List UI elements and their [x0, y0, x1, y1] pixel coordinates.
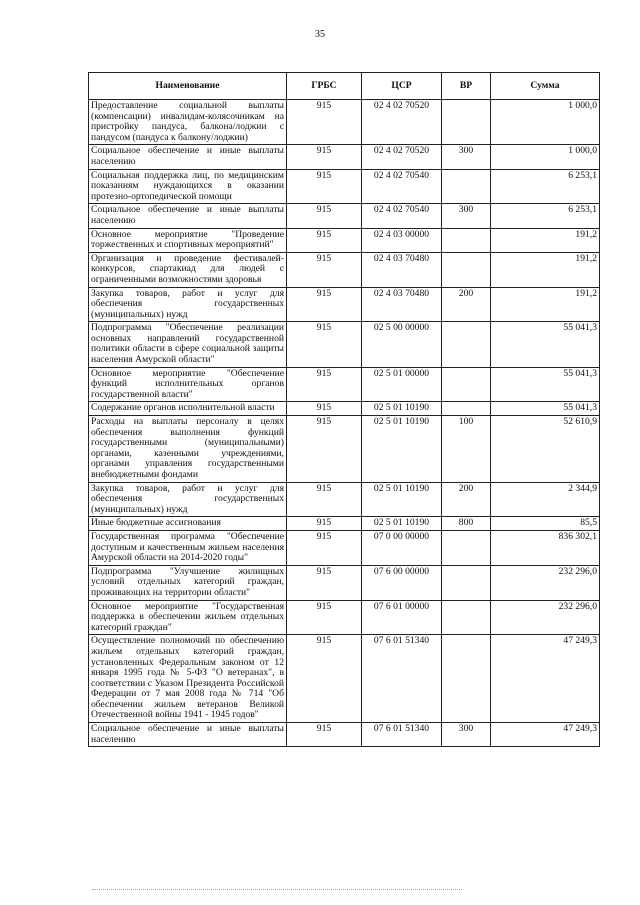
row-name-cell: Организация и проведение фестивалей-конкурсов, спартакиад для людей с ограниченными возможностями здоровья [89, 252, 287, 287]
row-name-cell: Иные бюджетные ассигнования [89, 517, 287, 531]
table-row [89, 565, 600, 600]
row-sum-cell: 55 041,3 [491, 367, 600, 402]
table-row [89, 252, 600, 287]
row-name-cell: Предоставление социальной выплаты (компенсации) инвалидам-колясочникам на пристройку пандуса, балкона/лоджии с пандусом (пандуса к балкону/лоджии) [89, 100, 287, 145]
row-grbs-cell: 915 [287, 322, 362, 367]
row-vr-cell [442, 635, 491, 723]
row-vr-cell [442, 169, 491, 204]
row-vr-cell: 300 [442, 145, 491, 169]
row-grbs-cell: 915 [287, 100, 362, 145]
row-grbs-cell: 915 [287, 416, 362, 483]
row-grbs-cell: 915 [287, 723, 362, 747]
row-sum-cell: 232 296,0 [491, 600, 600, 635]
row-grbs-cell: 915 [287, 169, 362, 204]
table-row [89, 530, 600, 565]
page-number: 35 [315, 29, 325, 40]
row-grbs-cell: 915 [287, 252, 362, 287]
row-csr-cell: 07 6 01 00000 [362, 600, 442, 635]
table-row [89, 100, 600, 145]
row-grbs-cell: 915 [287, 600, 362, 635]
row-csr-cell: 02 5 01 00000 [362, 367, 442, 402]
row-sum-cell: 836 302,1 [491, 530, 600, 565]
row-csr-cell: 02 4 03 70480 [362, 252, 442, 287]
header-name: Наименование [89, 73, 287, 100]
row-grbs-cell: 915 [287, 204, 362, 228]
row-vr-cell: 100 [442, 416, 491, 483]
row-sum-cell: 55 041,3 [491, 322, 600, 367]
row-vr-cell [442, 228, 491, 252]
table-row [89, 204, 600, 228]
row-csr-cell: 07 6 01 51340 [362, 635, 442, 723]
row-name-cell: Основное мероприятие "Государственная поддержка в обеспечении жильем отдельных категорий граждан" [89, 600, 287, 635]
row-vr-cell [442, 402, 491, 416]
row-name-cell: Социальное обеспечение и иные выплаты населению [89, 204, 287, 228]
row-csr-cell: 07 6 01 51340 [362, 723, 442, 747]
row-csr-cell: 07 6 00 00000 [362, 565, 442, 600]
table-row [89, 635, 600, 723]
row-sum-cell: 1 000,0 [491, 100, 600, 145]
row-sum-cell: 1 000,0 [491, 145, 600, 169]
row-csr-cell: 02 4 02 70520 [362, 100, 442, 145]
header-grbs: ГРБС [287, 73, 362, 100]
table-row [89, 416, 600, 483]
table-header-row [89, 73, 600, 100]
row-grbs-cell: 915 [287, 228, 362, 252]
table-row [89, 145, 600, 169]
row-grbs-cell: 915 [287, 635, 362, 723]
row-name-cell: Расходы на выплаты персоналу в целях обеспечения выполнения функций государственными (муниципальными) органами, казенными учреждениями, органами управления государственными внебюджетными фондами [89, 416, 287, 483]
row-grbs-cell: 915 [287, 287, 362, 322]
table-row [89, 723, 600, 747]
row-vr-cell [442, 367, 491, 402]
row-vr-cell: 300 [442, 204, 491, 228]
row-csr-cell: 02 4 02 70540 [362, 204, 442, 228]
row-sum-cell: 191,2 [491, 228, 600, 252]
header-csr: ЦСР [362, 73, 442, 100]
budget-table [88, 72, 600, 747]
row-vr-cell: 800 [442, 517, 491, 531]
row-name-cell: Социальная поддержка лиц, по медицинским показаниям нуждающихся в оказании протезно-ортопедической помощи [89, 169, 287, 204]
table-row [89, 228, 600, 252]
row-name-cell: Закупка товаров, работ и услуг для обеспечения государственных (муниципальных) нужд [89, 482, 287, 517]
row-name-cell: Государственная программа "Обеспечение доступным и качественным жильем населения Амурской области на 2014-2020 годы" [89, 530, 287, 565]
row-sum-cell: 191,2 [491, 287, 600, 322]
row-csr-cell: 02 5 01 10190 [362, 402, 442, 416]
row-sum-cell: 232 296,0 [491, 565, 600, 600]
row-vr-cell [442, 600, 491, 635]
row-sum-cell: 55 041,3 [491, 402, 600, 416]
row-csr-cell: 02 5 01 10190 [362, 482, 442, 517]
table-row [89, 600, 600, 635]
row-vr-cell [442, 530, 491, 565]
row-grbs-cell: 915 [287, 482, 362, 517]
row-grbs-cell: 915 [287, 402, 362, 416]
row-csr-cell: 02 4 03 00000 [362, 228, 442, 252]
table-row [89, 169, 600, 204]
row-vr-cell: 200 [442, 287, 491, 322]
header-sum: Сумма [491, 73, 600, 100]
row-csr-cell: 02 4 02 70540 [362, 169, 442, 204]
row-vr-cell [442, 252, 491, 287]
row-csr-cell: 02 5 01 10190 [362, 416, 442, 483]
table-body [89, 100, 600, 747]
row-grbs-cell: 915 [287, 145, 362, 169]
row-sum-cell: 47 249,3 [491, 635, 600, 723]
row-sum-cell: 47 249,3 [491, 723, 600, 747]
row-sum-cell: 191,2 [491, 252, 600, 287]
table-row [89, 367, 600, 402]
row-csr-cell: 02 4 03 70480 [362, 287, 442, 322]
table-row [89, 287, 600, 322]
row-sum-cell: 2 344,9 [491, 482, 600, 517]
row-name-cell: Закупка товаров, работ и услуг для обеспечения государственных (муниципальных) нужд [89, 287, 287, 322]
row-vr-cell: 300 [442, 723, 491, 747]
table-row [89, 322, 600, 367]
row-sum-cell: 6 253,1 [491, 204, 600, 228]
row-csr-cell: 07 0 00 00000 [362, 530, 442, 565]
table-row [89, 517, 600, 531]
table-row [89, 482, 600, 517]
row-name-cell: Подпрограмма "Улучшение жилищных условий отдельных категорий граждан, проживающих на территории области" [89, 565, 287, 600]
row-csr-cell: 02 5 00 00000 [362, 322, 442, 367]
row-vr-cell [442, 322, 491, 367]
row-csr-cell: 02 5 01 10190 [362, 517, 442, 531]
row-name-cell: Осуществление полномочий по обеспечению жильем отдельных категорий граждан, установленных Федеральным законом от 12 января 1995 года № 5-ФЗ "О ветеранах", в соответствии с Указом Президента Российской Федерации от 7 мая 2008 года № 714 "Об обеспечении жильем ветеранов Великой Отечественной войны 1941 - 1945 годов" [89, 635, 287, 723]
header-vr: ВР [442, 73, 491, 100]
row-grbs-cell: 915 [287, 367, 362, 402]
row-vr-cell: 200 [442, 482, 491, 517]
row-grbs-cell: 915 [287, 517, 362, 531]
row-csr-cell: 02 4 02 70520 [362, 145, 442, 169]
row-name-cell: Основное мероприятие "Проведение торжественных и спортивных мероприятий" [89, 228, 287, 252]
row-sum-cell: 85,5 [491, 517, 600, 531]
footer-scan-line [92, 889, 462, 892]
row-vr-cell [442, 100, 491, 145]
row-grbs-cell: 915 [287, 530, 362, 565]
row-name-cell: Подпрограмма "Обеспечение реализации основных направлений государственной политики области в сфере социальной защиты населения Амурской области" [89, 322, 287, 367]
row-name-cell: Социальное обеспечение и иные выплаты населению [89, 145, 287, 169]
row-name-cell: Содержание органов исполнительной власти [89, 402, 287, 416]
row-name-cell: Социальное обеспечение и иные выплаты населению [89, 723, 287, 747]
row-name-cell: Основное мероприятие "Обеспечение функций исполнительных органов государственной власти" [89, 367, 287, 402]
row-sum-cell: 6 253,1 [491, 169, 600, 204]
table-row [89, 402, 600, 416]
row-grbs-cell: 915 [287, 565, 362, 600]
row-sum-cell: 52 610,9 [491, 416, 600, 483]
row-vr-cell [442, 565, 491, 600]
